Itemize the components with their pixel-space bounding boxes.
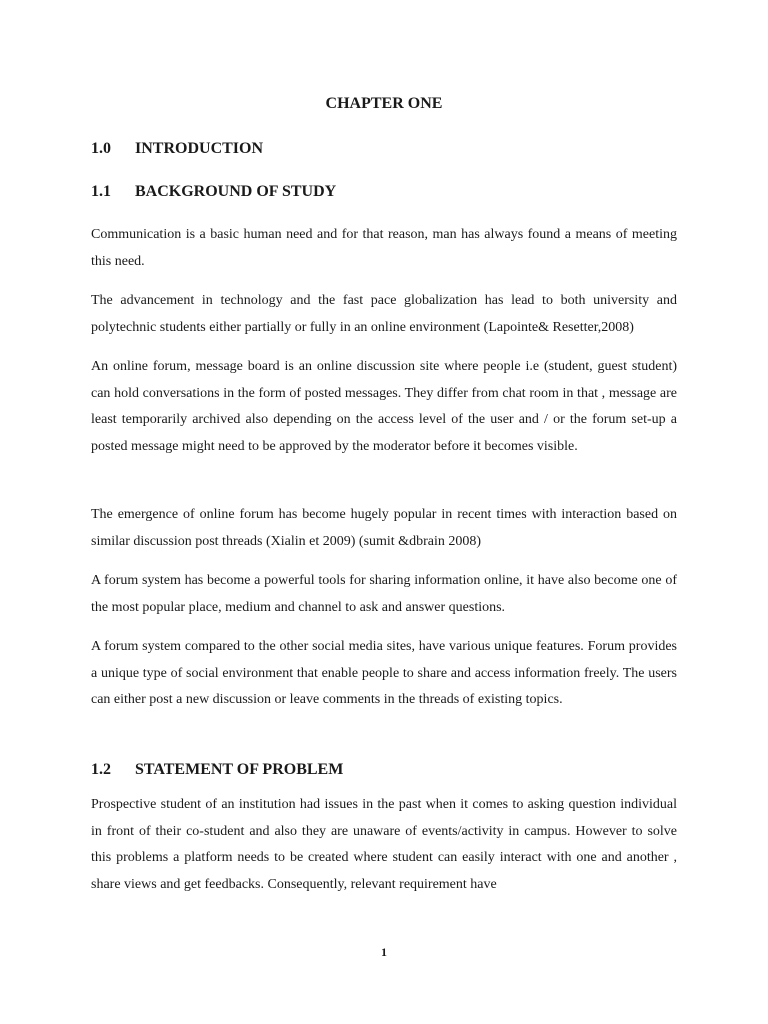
section-number: 1.1 — [91, 183, 111, 200]
section-heading-introduction — [91, 139, 263, 159]
paragraph-forum-features: A forum system compared to the other social media sites, have various unique features. Forum provides a unique type of social environment that enable people to share and access information freely. The users can either post a new discussion or leave comments in the threads of existing topics. — [91, 639, 677, 708]
paragraph-online-forum: An online forum, message board is an online discussion site where people i.e (student, guest student) can hold conversations in the form of posted messages. They differ from chat room in that , message are least temporarily archived also depending on the access level of the user and / or the forum set-up a posted message might need to be approved by the moderator before it becomes visible. — [91, 359, 677, 454]
section-number: 1.2 — [91, 761, 111, 778]
paragraph-communication: Communication is a basic human need and for that reason, man has always found a means of meeting this need. — [91, 227, 677, 269]
section-number: 1.0 — [91, 140, 111, 157]
paragraph-emergence: The emergence of online forum has become hugely popular in recent times with interaction based on similar discussion post threads (Xialin et 2009) (sumit &dbrain 2008) — [91, 507, 677, 549]
section-title: STATEMENT OF PROBLEM — [135, 761, 344, 778]
section-title: INTRODUCTION — [135, 140, 264, 157]
section-title: BACKGROUND OF STUDY — [135, 183, 337, 200]
paragraph-technology: The advancement in technology and the fast pace globalization has lead to both university and polytechnic students either partially or fully in an online environment (Lapointe& Resetter,2008) — [91, 293, 677, 335]
page-number: 1 — [381, 945, 387, 959]
chapter-title: CHAPTER ONE — [325, 95, 443, 112]
paragraph-problem: Prospective student of an institution had issues in the past when it comes to asking question individual in front of their co-student and also they are unaware of events/activity in campus. However to solve this problems a platform needs to be created where student can easily interact with one and another , share views and get feedbacks. Consequently, relevant requirement have — [91, 797, 677, 892]
section-heading-background — [91, 182, 336, 202]
paragraph-forum-tools: A forum system has become a powerful tools for sharing information online, it have also become one of the most popular place, medium and channel to ask and answer questions. — [91, 573, 677, 615]
section-heading-statement — [91, 760, 343, 780]
